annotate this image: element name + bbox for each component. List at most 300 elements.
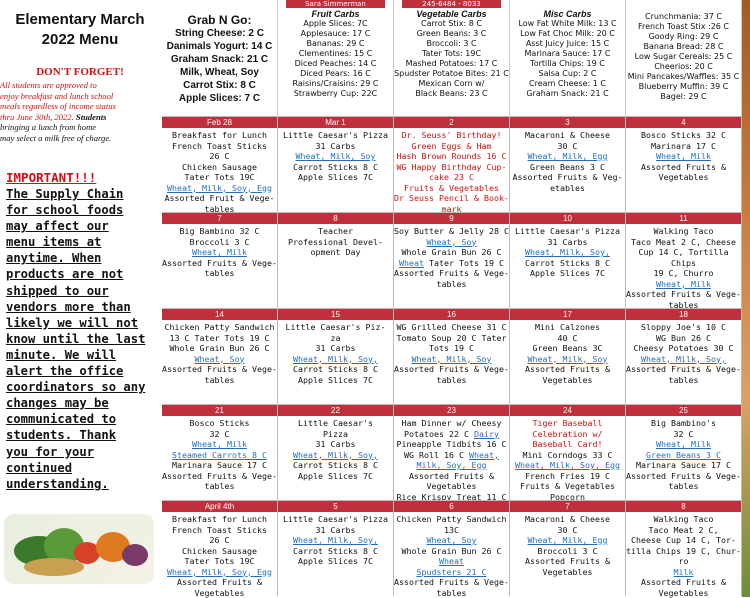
menu-line (278, 471, 393, 482)
carb-item: Bagel: 29 C (626, 92, 741, 102)
grab-n-go-item: Milk, Wheat, Soy (162, 66, 277, 79)
supply-chain-line: menu items at (6, 234, 158, 250)
menu-text: Whole Grain Bun 26 C (402, 546, 502, 556)
carb-reference-column (162, 0, 278, 116)
menu-text: Vegetables (543, 375, 593, 385)
allergen-text: Wheat, (469, 450, 499, 460)
menu-line (278, 535, 393, 546)
menu-line (278, 343, 393, 354)
menu-line (278, 514, 393, 525)
menu-text: Marinara 17 C (651, 141, 716, 151)
menu-line (510, 151, 625, 162)
supply-chain-line: anytime. When (6, 250, 158, 266)
menu-day-cell (162, 500, 278, 596)
supply-chain-notice (6, 186, 158, 492)
menu-line (394, 429, 509, 440)
day-date-bar: 22 (278, 405, 393, 416)
menu-text: Mini Corndogs 33 C (523, 450, 613, 460)
allergen-text: Wheat, Soy (427, 237, 477, 247)
menu-line (162, 450, 277, 461)
menu-text: tables (669, 300, 699, 310)
menu-line (626, 364, 741, 375)
carb-item: Cream Cheese: 1 C (510, 79, 625, 89)
menu-line (626, 471, 741, 482)
menu-line (626, 141, 741, 152)
menu-text: Chicken Sausage (182, 162, 257, 172)
menu-line (278, 162, 393, 173)
grab-n-go-item: Graham Snack: 21 C (162, 53, 277, 66)
header-contact-tab: 245-6484 - 8033 (402, 0, 501, 8)
menu-text: 31 Carbs (548, 237, 588, 247)
carb-item: Mashed Potatoes: 17 C (394, 59, 509, 69)
day-date-bar: April 4th (162, 501, 277, 512)
menu-text: Macaroni & Cheese (525, 130, 610, 140)
menu-text: Vegetables (659, 172, 709, 182)
menu-text: Cup 14 C, Tortilla Chips (639, 247, 729, 268)
menu-line (162, 322, 277, 333)
carb-reference-column (510, 0, 626, 116)
menu-day-cell (394, 404, 510, 500)
menu-day-cell (162, 404, 278, 500)
menu-line (278, 354, 393, 365)
menu-line (626, 439, 741, 450)
day-date-bar: 6 (394, 501, 509, 512)
menu-text: 31 Carbs (316, 141, 356, 151)
supply-chain-line: products are not (6, 266, 158, 282)
carb-item: Low Fat White Milk: 13 C (510, 19, 625, 29)
menu-line (510, 268, 625, 279)
menu-line (278, 130, 393, 141)
special-event-text: Baseball Card! (533, 439, 603, 449)
menu-line (626, 226, 741, 237)
menu-line (510, 364, 625, 375)
carb-item: Marinara Sauce: 17 C (510, 49, 625, 59)
menu-calendar-grid (162, 0, 742, 597)
carb-item: Low Fat Choc Milk: 20 C (510, 29, 625, 39)
menu-text: Whole Grain Bun 26 C (402, 247, 502, 257)
menu-line (162, 567, 277, 578)
menu-line (278, 375, 393, 386)
menu-day-cell (394, 212, 510, 308)
menu-title: Elementary March 2022 Menu (0, 10, 160, 50)
menu-text: tables (437, 588, 467, 598)
menu-line (394, 130, 509, 141)
menu-text: Macaroni & Cheese (525, 514, 610, 524)
menu-text: Bosco Sticks (190, 418, 250, 428)
supply-chain-line: know until the last (6, 331, 158, 347)
menu-day-cell (510, 212, 626, 308)
menu-day-cell (278, 404, 394, 500)
grab-n-go-item: String Cheese: 2 C (162, 27, 277, 40)
carb-item: Tortilla Chips: 19 C (510, 59, 625, 69)
menu-line (278, 556, 393, 567)
vegetables-image (4, 514, 154, 584)
menu-line (278, 439, 393, 450)
menu-text: tables (205, 375, 235, 385)
menu-line (162, 514, 277, 525)
menu-day-cell (278, 212, 394, 308)
menu-line (626, 429, 741, 440)
day-date-bar: 18 (626, 309, 741, 320)
menu-text: etables (550, 183, 585, 193)
menu-text: tables (205, 481, 235, 491)
menu-line (394, 193, 509, 204)
menu-line (394, 354, 509, 365)
menu-day-cell (626, 116, 742, 212)
menu-line (626, 535, 741, 546)
special-event-text: mark (442, 204, 462, 214)
menu-text: opment Day (311, 247, 361, 257)
menu-line (510, 172, 625, 183)
allergen-text: Wheat, Milk, Soy, (293, 450, 378, 460)
allergen-text: Wheat, Milk, Soy, Egg (167, 183, 272, 193)
menu-line (394, 141, 509, 152)
menu-line (510, 183, 625, 194)
carb-item: Asst Juicy Juice: 15 C (510, 39, 625, 49)
special-event-text: Dr. Seuss' Birthday! (402, 130, 502, 140)
menu-text: Marinara Sauce 17 C (636, 460, 731, 470)
menu-text: Big Bambino 32 C (180, 226, 260, 236)
menu-text: 32 C (210, 429, 230, 439)
menu-line (626, 460, 741, 471)
decorative-edge (742, 0, 750, 597)
menu-text: WG Roll 16 C (404, 450, 469, 460)
carb-item: Graham Snack: 21 C (510, 89, 625, 99)
menu-text: WG Bun 26 C (656, 333, 711, 343)
supply-chain-line: you for your (6, 444, 158, 460)
menu-text: Vegetables (195, 588, 245, 598)
menu-text: Assorted Fruits & Vege- (162, 258, 277, 268)
menu-text: French Fries 19 C (525, 471, 610, 481)
menu-text: Carrot Sticks 8 C (525, 258, 610, 268)
menu-text: Ham Dinner w/ Cheesy (402, 418, 502, 428)
menu-line (278, 525, 393, 536)
menu-line (510, 375, 625, 386)
menu-text: Assorted Fruits & Vege- (626, 364, 741, 374)
carb-item: Mini Pancakes/Waffles: 35 C (626, 72, 741, 82)
menu-line (162, 193, 277, 204)
menu-text: Soy Butter & Jelly 28 C (394, 226, 509, 236)
supply-chain-line: may affect our (6, 218, 158, 234)
special-event-text: cake 23 C (429, 172, 474, 182)
menu-text: tilla Chips 19 C, Chur- (626, 546, 741, 556)
menu-text: tables (437, 279, 467, 289)
menu-line (394, 439, 509, 450)
menu-line (278, 247, 393, 258)
day-date-bar: 8 (278, 213, 393, 224)
menu-line (626, 162, 741, 173)
menu-line (162, 151, 277, 162)
menu-text: Assorted Fruits & (525, 556, 610, 566)
menu-line (394, 258, 509, 269)
menu-line (162, 141, 277, 152)
menu-line (278, 141, 393, 152)
day-date-bar: 14 (162, 309, 277, 320)
menu-text: Assorted Fruits & Vege- (394, 577, 509, 587)
menu-text: Assorted Fruits & Veg- (513, 172, 623, 182)
menu-text: Sloppy Joe's 10 C (641, 322, 726, 332)
special-event-text: Tiger Baseball (533, 418, 603, 428)
menu-text: ro (679, 556, 689, 566)
menu-line (394, 450, 509, 461)
carb-item: Broccoli: 3 C (394, 39, 509, 49)
menu-text: Vegetables (659, 588, 709, 598)
menu-line (510, 567, 625, 578)
supply-chain-line: for school foods (6, 202, 158, 218)
menu-line (162, 418, 277, 429)
menu-day-cell (278, 116, 394, 212)
menu-line (162, 268, 277, 279)
menu-text: Bosco Sticks 32 C (641, 130, 726, 140)
menu-text: Broccoli 3 C (538, 546, 598, 556)
menu-text: Walking Taco (654, 514, 714, 524)
menu-line (510, 333, 625, 344)
menu-text: Teacher (318, 226, 353, 236)
menu-text: Assorted Fruits & Vege- (394, 364, 509, 374)
menu-line (162, 429, 277, 440)
menu-line (510, 354, 625, 365)
menu-text: Chicken Patty Sandwich (165, 322, 275, 332)
menu-text: Breakfast for Lunch (172, 514, 267, 524)
menu-line (510, 130, 625, 141)
allergen-text: Wheat, Milk, Soy (528, 354, 608, 364)
menu-line (162, 588, 277, 598)
day-date-bar: 7 (162, 213, 277, 224)
menu-line (162, 535, 277, 546)
menu-text: Broccoli 3 C (190, 237, 250, 247)
menu-line (162, 247, 277, 258)
carb-item: Clementines: 15 C (278, 49, 393, 59)
carb-item: Diced Peaches: 14 C (278, 59, 393, 69)
menu-text: Chicken Patty Sandwich (397, 514, 507, 524)
menu-text: 26 C (210, 535, 230, 545)
menu-text: Little Caesar's Pizza (515, 226, 620, 236)
menu-text: 32 C (674, 429, 694, 439)
day-date-bar: 25 (626, 405, 741, 416)
menu-line (162, 364, 277, 375)
allergen-text: Wheat, Milk, Soy, (293, 535, 378, 545)
menu-line (510, 162, 625, 173)
menu-line (394, 343, 509, 354)
menu-day-cell (510, 308, 626, 404)
menu-line (394, 183, 509, 194)
menu-line (626, 450, 741, 461)
menu-day-cell (510, 500, 626, 596)
menu-text: 40 C (558, 333, 578, 343)
menu-line (510, 460, 625, 471)
menu-line (394, 481, 509, 492)
menu-line (626, 556, 741, 567)
menu-line (394, 525, 509, 536)
carb-item: Strawberry Cup: 22C (278, 89, 393, 99)
menu-line (394, 172, 509, 183)
menu-day-cell (626, 212, 742, 308)
day-date-bar: 5 (278, 501, 393, 512)
menu-line (626, 333, 741, 344)
menu-day-cell (626, 404, 742, 500)
menu-day-cell (394, 308, 510, 404)
menu-line (278, 450, 393, 461)
menu-text: 26 C (210, 151, 230, 161)
menu-text: Cheese Cup 14 C, Tor- (631, 535, 736, 545)
menu-line (510, 429, 625, 440)
day-date-bar: Feb 28 (162, 117, 277, 128)
menu-text: Tater Tots 19C (185, 172, 255, 182)
day-date-bar: Mar 1 (278, 117, 393, 128)
allergen-text: Wheat, Milk (192, 247, 247, 257)
menu-line (510, 247, 625, 258)
menu-line (162, 162, 277, 173)
carb-category-title: Fruit Carbs (278, 9, 393, 19)
carb-item: Mexican Corn w/ (394, 79, 509, 89)
grab-n-go-item: Apple Slices: 7 C (162, 92, 277, 105)
menu-text: Green Beans 3C (533, 343, 603, 353)
menu-text: Apple Slices 7C (298, 556, 373, 566)
menu-line (626, 577, 741, 588)
menu-text: Apple Slices 7C (298, 375, 373, 385)
menu-line (394, 237, 509, 248)
menu-text: Rice Krispy Treat 11 C (397, 492, 507, 502)
menu-line (510, 258, 625, 269)
special-event-text: WG Happy Birthday Cup- (397, 162, 507, 172)
day-date-bar: 2 (394, 117, 509, 128)
menu-line (510, 450, 625, 461)
menu-text: Assorted Fruits & (641, 577, 726, 587)
menu-text: 13 C Tater Tots 19 C (170, 333, 270, 343)
menu-day-cell (510, 404, 626, 500)
special-event-text: Celebration w/ (533, 429, 603, 439)
menu-text: Breakfast for Lunch (172, 130, 267, 140)
menu-text: Carrot Sticks 8 C (293, 364, 378, 374)
menu-text: Tater Tots 19 C (424, 258, 504, 268)
allergen-text: Wheat, Soy (427, 535, 477, 545)
menu-line (510, 514, 625, 525)
carb-item: Blueberry Muffin: 39 C (626, 82, 741, 92)
menu-text: Assorted Fruits & Vege- (162, 364, 277, 374)
menu-text: Pineapple Tidbits 16 C (397, 439, 507, 449)
menu-text: Assorted Fruits & (641, 162, 726, 172)
supply-chain-line: students. Thank (6, 427, 158, 443)
special-event-text: Fruits & Vegetables (404, 183, 499, 193)
menu-text: Apple Slices 7C (298, 471, 373, 481)
allergen-text: Wheat, Soy (195, 354, 245, 364)
menu-text: Cheesy Potatoes 30 C (634, 343, 734, 353)
menu-text: Little Caesar's Pizza (283, 130, 388, 140)
menu-text: 19 C, Churro (654, 268, 714, 278)
allergen-text: Wheat, Milk, Soy, Egg (515, 460, 620, 470)
carb-item: Crunchmania: 37 C (626, 12, 741, 22)
menu-line (626, 130, 741, 141)
carb-item: Banana Bread: 28 C (626, 42, 741, 52)
menu-text: Green Beans 3 C (530, 162, 605, 172)
carb-item: Raisins/Craisins: 29 C (278, 79, 393, 89)
menu-line (162, 546, 277, 557)
menu-day-cell (278, 500, 394, 596)
menu-text: 30 C (558, 525, 578, 535)
menu-line (394, 577, 509, 588)
allergen-text: Wheat, Milk, Soy, (293, 354, 378, 364)
menu-line (510, 141, 625, 152)
menu-line (626, 567, 741, 578)
menu-line (162, 343, 277, 354)
menu-line (626, 172, 741, 183)
menu-line (510, 418, 625, 429)
menu-text: Assorted Fruits & (525, 364, 610, 374)
menu-line (394, 279, 509, 290)
menu-text: Taco Meat 2 C, (649, 525, 719, 535)
menu-line (626, 247, 741, 268)
free-meals-notice: All students are approved to enjoy breakfast and lunch school meals regardless of income status thru June 30th, 2022. Students bringing a lunch from home may select a milk free of charge. (0, 80, 160, 143)
day-date-bar: 3 (510, 117, 625, 128)
menu-line (510, 481, 625, 492)
day-date-bar: 7 (510, 501, 625, 512)
menu-line (162, 130, 277, 141)
menu-text: Assorted Fruits & (409, 471, 494, 481)
menu-line (162, 172, 277, 183)
menu-line (394, 546, 509, 557)
menu-text: Popcorn (550, 492, 585, 502)
menu-line (278, 151, 393, 162)
supply-chain-line: changes may be (6, 395, 158, 411)
menu-line (626, 237, 741, 248)
menu-text: Taco Meat 2 C, Cheese (631, 237, 736, 247)
menu-text: Assorted Fruit & Vege- (165, 193, 275, 203)
allergen-text: Dairy (474, 429, 499, 439)
menu-text: 13C (444, 525, 459, 535)
carb-reference-column (394, 0, 510, 116)
menu-line (626, 525, 741, 536)
menu-line (626, 322, 741, 333)
menu-text: Chicken Sausage (182, 546, 257, 556)
allergen-text: Wheat, Milk (656, 151, 711, 161)
day-date-bar: 10 (510, 213, 625, 224)
menu-text: za (331, 333, 341, 343)
allergen-text: Wheat, Milk (192, 439, 247, 449)
allergen-text: Spudsters 21 C (417, 567, 487, 577)
menu-text: Tater Tots 19C (185, 556, 255, 566)
menu-line (626, 375, 741, 386)
supply-chain-line: communicated to (6, 411, 158, 427)
menu-line (162, 439, 277, 450)
supply-chain-line: shipped to our (6, 283, 158, 299)
special-event-text: Dr Seuss Pencil & Book- (394, 193, 509, 203)
menu-line (278, 322, 393, 333)
menu-day-cell (162, 116, 278, 212)
menu-line (510, 226, 625, 237)
grab-n-go-item: Carrot Stix: 8 C (162, 79, 277, 92)
menu-line (394, 514, 509, 525)
menu-line (394, 460, 509, 471)
allergen-text: Wheat, Milk, Soy, (525, 247, 610, 257)
menu-text: French Toast Sticks (172, 141, 267, 151)
menu-text: WG Grilled Cheese 31 C (397, 322, 507, 332)
menu-line (510, 546, 625, 557)
menu-text: Tots 19 C (429, 343, 474, 353)
menu-text: tables (669, 375, 699, 385)
menu-text: Assorted Fruits & Vege- (162, 471, 277, 481)
grab-n-go-item: Danimals Yogurt: 14 C (162, 40, 277, 53)
menu-line (162, 333, 277, 344)
carb-item: Bananas: 29 C (278, 39, 393, 49)
special-event-text: Hash Brown Rounds 16 C (397, 151, 507, 161)
allergen-text: Wheat, Milk, Soy, Egg (167, 567, 272, 577)
menu-text: Vegetables (427, 481, 477, 491)
allergen-text: Wheat, Milk, Egg (528, 151, 608, 161)
menu-text: 31 Carbs (316, 439, 356, 449)
carb-item: Tater Tots: 19C (394, 49, 509, 59)
day-date-bar: 23 (394, 405, 509, 416)
supply-chain-line: continued (6, 460, 158, 476)
